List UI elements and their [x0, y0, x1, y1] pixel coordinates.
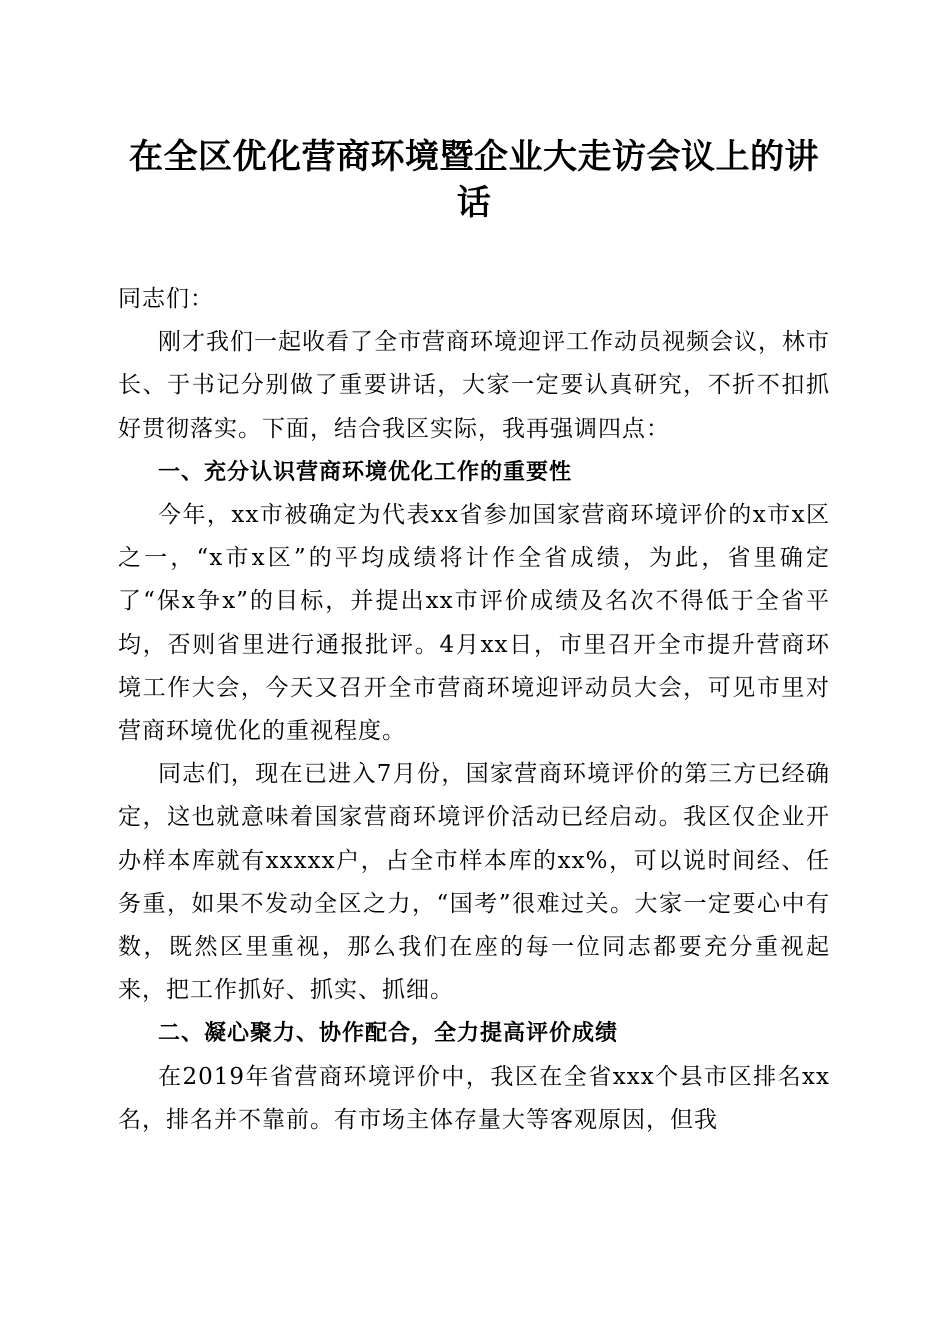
- paragraph-section1-a: 今年，xx市被确定为代表xx省参加国家营商环境评价的x市x区之一，“x市x区”的平均成绩将计作全省成绩，为此，省里确定了“保x争x”的目标，并提出xx市评价成绩及名次不得低于全省平均，否则省里进行通报批评。4月xx日，市里召开全市提升营商环境工作大会，今天又召开全市营商环境迎评动员大会，可见市里对营商环境优化的重视程度。: [118, 502, 830, 745]
- document-title: 在全区优化营商环境暨企业大走访会议上的讲话: [129, 137, 819, 223]
- salutation: 同志们：: [118, 286, 214, 312]
- paragraph-intro: 刚才我们一起收看了全市营商环境迎评工作动员视频会议，林市长、于书记分别做了重要讲话，大家一定要认真研究，不折不扣抓好贯彻落实。下面，结合我区实际，我再强调四点：: [118, 329, 830, 442]
- section-heading-2: 二、凝心聚力、协作配合，全力提高评价成绩: [158, 1021, 619, 1047]
- section-heading-1: 一、充分认识营商环境优化工作的重要性: [158, 459, 573, 485]
- paragraph-section1-b: 同志们，现在已进入7月份，国家营商环境评价的第三方已经确定，这也就意味着国家营商环境评价活动已经启动。我区仅企业开办样本库就有xxxxx户，占全市样本库的xx%，可以说时间经、任务重，如果不发动全区之力，“国考”很难过关。大家一定要心中有数，既然区里重视，那么我们在座的每一位同志都要充分重视起来，把工作抓好、抓实、抓细。: [118, 761, 830, 1004]
- document-body: [118, 278, 830, 1142]
- paragraph-section2-a: 在2019年省营商环境评价中，我区在全省xxx个县市区排名xx名，排名并不靠前。有市场主体存量大等客观原因，但我: [118, 1063, 830, 1133]
